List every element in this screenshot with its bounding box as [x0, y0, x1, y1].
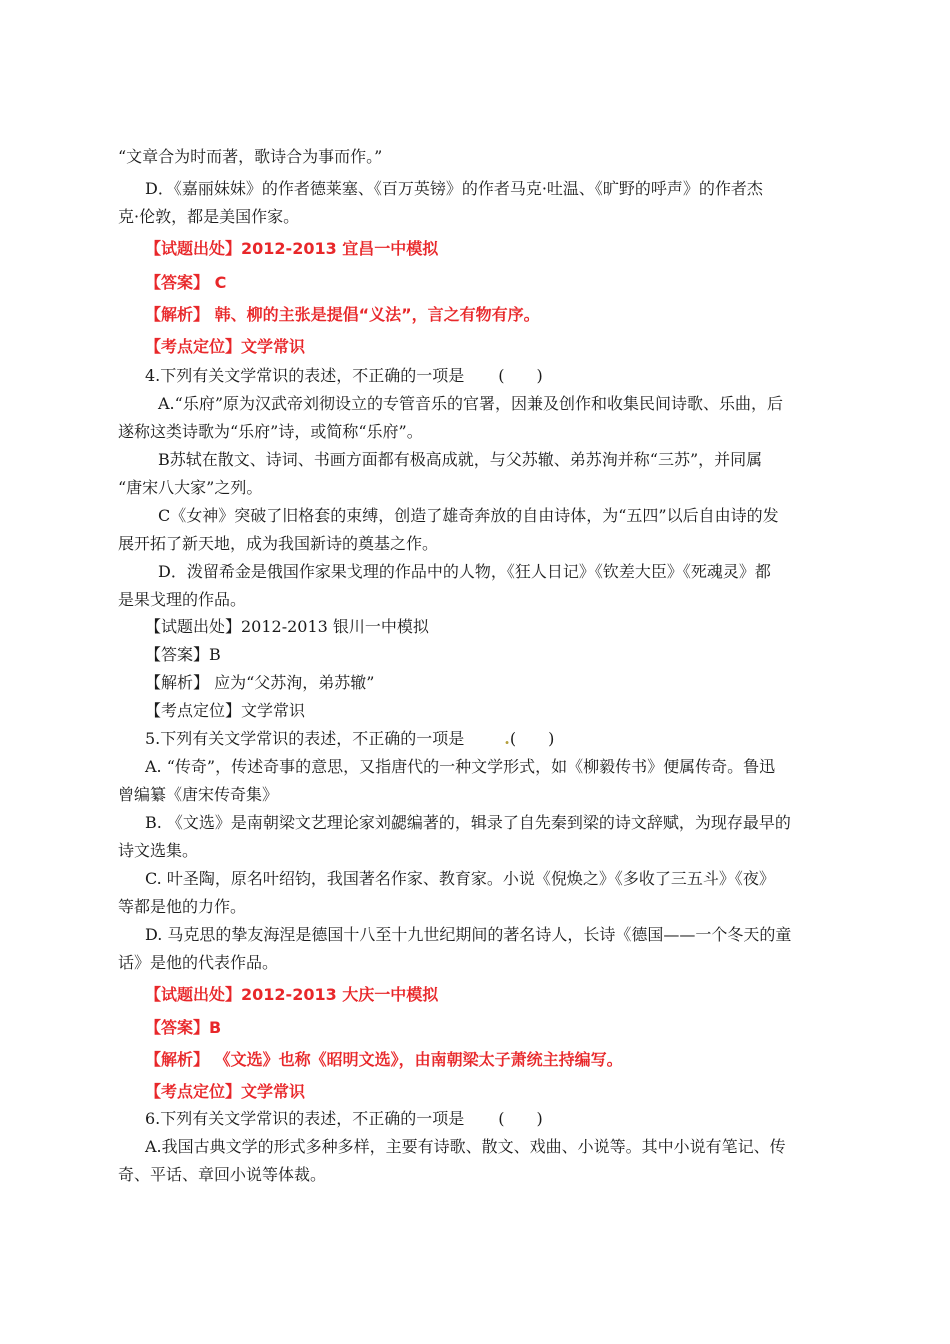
q4-option-b: B苏轼在散文、诗词、书画方面都有极高成就，与父苏辙、弟苏洵并称“三苏”，并同属 — [158, 450, 763, 469]
q4-option-d: D．泼留希金是俄国作家果戈理的作品中的人物，《狂人日记》《钦差大臣》《死魂灵》都 — [158, 562, 771, 581]
q5-option-b-cont: 诗文选集。 — [118, 841, 199, 860]
q6-option-a-cont: 奇、平话、章回小说等体裁。 — [118, 1165, 327, 1184]
q4-option-c: C《女神》突破了旧格套的束缚，创造了雄奇奔放的自由诗体，为“五四”以后自由诗的发 — [158, 506, 779, 525]
q5-option-d-cont: 话》是他的代表作品。 — [118, 953, 279, 972]
q4-option-d-cont: 是果戈理的作品。 — [118, 590, 247, 609]
q4-explanation: 【解析】 应为“父苏洵，弟苏辙” — [145, 673, 375, 692]
quote-line: “文章合为时而著，歌诗合为事而作。” — [118, 147, 383, 166]
q5-explanation: 【解析】 《文选》也称《昭明文选》，由南朝梁太子萧统主持编写。 — [145, 1050, 623, 1069]
q4-option-a-cont: 遂称这类诗歌为“乐府”诗，或简称“乐府”。 — [118, 422, 423, 441]
q5-answer: 【答案】B — [145, 1018, 222, 1037]
q5-option-c: C. 叶圣陶，原名叶绍钧，我国著名作家、教育家。小说《倪焕之》《多收了三五斗》《夜》 — [145, 869, 775, 888]
q5-option-b: B. 《文选》是南朝梁文艺理论家刘勰编著的，辑录了自先秦到梁的诗文辞赋，为现存最早的 — [145, 813, 791, 832]
q5-option-a: A. “传奇”，传述奇事的意思，又指唐代的一种文学形式，如《柳毅传书》便属传奇。鲁迅 — [145, 757, 776, 776]
q3-option-d-cont: 克·伦敦，都是美国作家。 — [118, 207, 300, 226]
q5-option-a-cont: 曾编纂《唐宋传奇集》 — [118, 785, 279, 804]
q4-option-c-cont: 展开拓了新天地，成为我国新诗的奠基之作。 — [118, 534, 439, 553]
q3-answer: 【答案】 C — [145, 273, 227, 292]
q4-answer: 【答案】B — [145, 645, 221, 664]
q3-explanation: 【解析】 韩、柳的主张是提倡“义法”，言之有物有序。 — [145, 305, 540, 324]
q5-key-point: 【考点定位】文学常识 — [145, 1082, 306, 1101]
q6-stem: 6.下列有关文学常识的表述，不正确的一项是 ( ) — [145, 1109, 543, 1128]
q6-option-a: A.我国古典文学的形式多种多样，主要有诗歌、散文、戏曲、小说等。其中小说有笔记、传 — [145, 1137, 786, 1156]
q5-option-d: D. 马克思的挚友海涅是德国十八至十九世纪期间的著名诗人，长诗《德国——一个冬天的童 — [145, 925, 792, 944]
q5-stem: 5.下列有关文学常识的表述，不正确的一项是 .( ) — [145, 729, 555, 748]
q3-key-point: 【考点定位】文学常识 — [145, 337, 306, 356]
q4-source: 【试题出处】2012-2013 银川一中模拟 — [145, 617, 429, 636]
q4-key-point: 【考点定位】文学常识 — [145, 701, 306, 720]
q4-option-b-cont: “唐宋八大家”之列。 — [118, 478, 263, 497]
q4-stem: 4.下列有关文学常识的表述，不正确的一项是 ( ) — [145, 366, 543, 385]
q4-option-a: A.“乐府”原为汉武帝刘彻设立的专管音乐的官署，因兼及创作和收集民间诗歌、乐曲，后 — [158, 394, 784, 413]
q5-source: 【试题出处】2012-2013 大庆一中模拟 — [145, 985, 439, 1004]
q5-option-c-cont: 等都是他的力作。 — [118, 897, 247, 916]
q3-source: 【试题出处】2012-2013 宜昌一中模拟 — [145, 239, 439, 258]
q3-option-d: D．《嘉丽妹妹》的作者德莱塞、《百万英镑》的作者马克·吐温、《旷野的呼声》的作者杰 — [145, 179, 763, 198]
